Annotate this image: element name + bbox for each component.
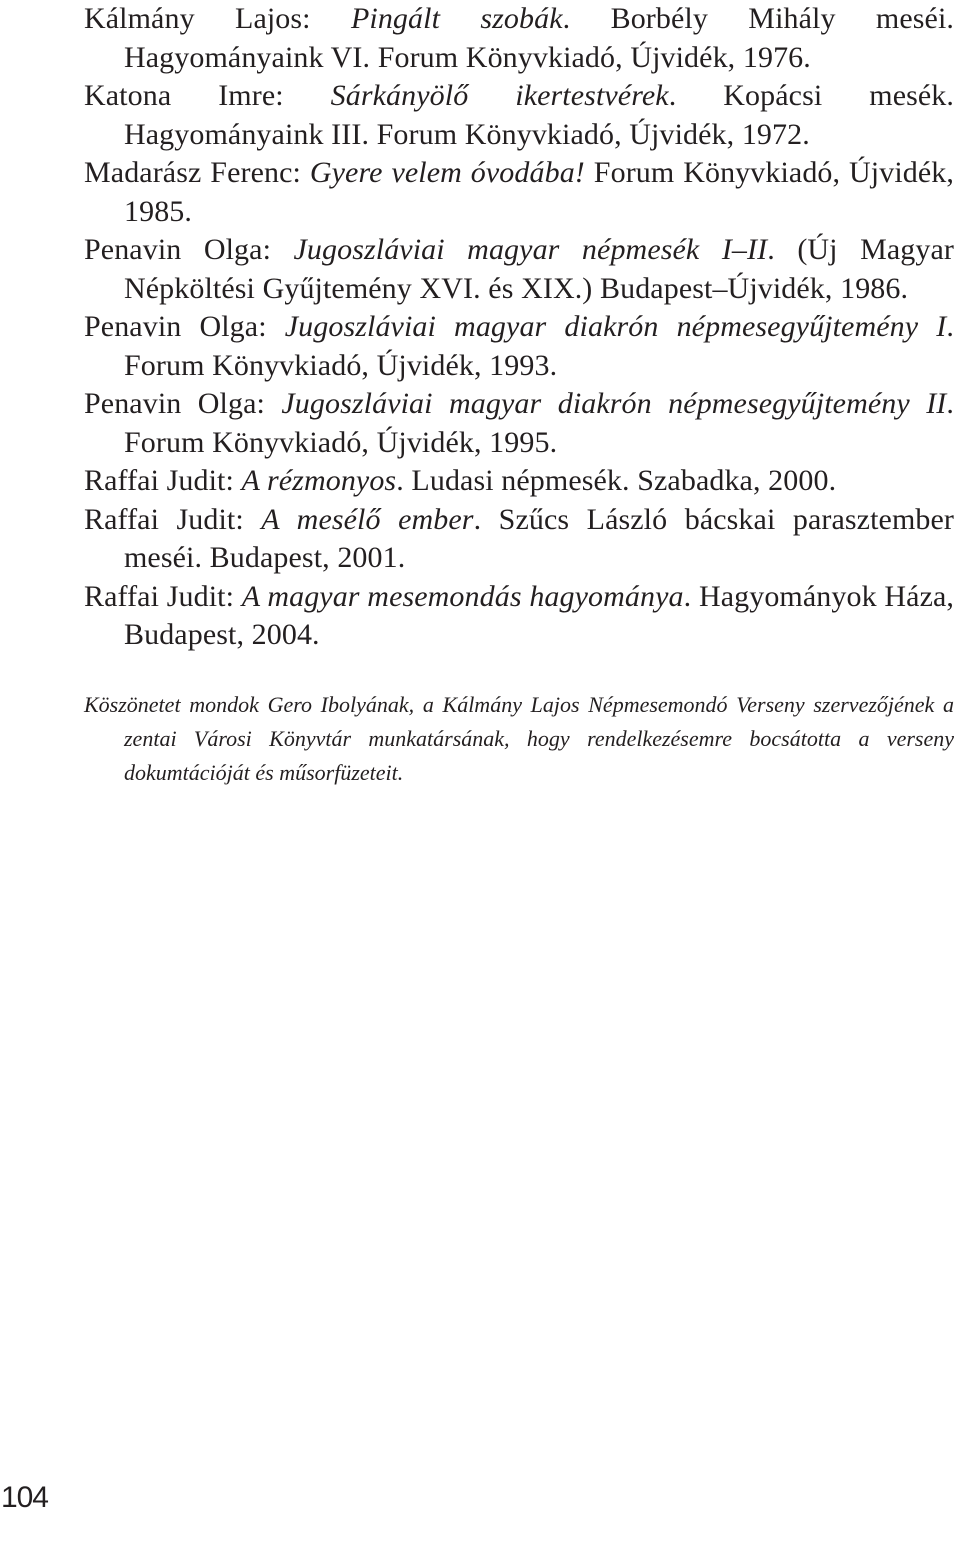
- bibliography-entry: [84, 578, 954, 655]
- bibliography-entry: [84, 77, 954, 154]
- entry-title: A mesélő ember: [261, 502, 474, 536]
- bibliography-entry: [84, 385, 954, 462]
- entry-author: Raffai Judit:: [84, 502, 262, 536]
- entry-title: A rézmonyos: [241, 464, 397, 497]
- entry-title: Jugoszláviai magyar diakrón népmesegyűjtemény I: [284, 310, 947, 343]
- entry-publication: . Forum Könyvkiadó, Újvidék, 1995.: [124, 387, 954, 459]
- entry-author: Penavin Olga:: [84, 387, 282, 420]
- entry-publication: . Ludasi népmesék. Szabadka, 2000.: [396, 464, 837, 497]
- entry-publication: . Kopácsi mesék. Hagyományaink III. Forum Könyvkiadó, Újvidék, 1972.: [124, 79, 954, 151]
- entry-author: Penavin Olga:: [84, 310, 285, 343]
- bibliography-entry: [84, 231, 954, 308]
- page-number: 104: [0, 1481, 48, 1514]
- entry-author: Katona Imre:: [84, 79, 331, 112]
- bibliography-entry: [84, 308, 954, 385]
- entry-publication: . Forum Könyvkiadó, Újvidék, 1993.: [124, 310, 954, 382]
- bibliography-entry: [84, 501, 954, 578]
- entry-author: Raffai Judit:: [84, 579, 242, 613]
- entry-author: Madarász Ferenc:: [84, 156, 310, 189]
- entry-title: Jugoszláviai magyar diakrón népmesegyűjtemény II: [281, 387, 947, 420]
- bibliography-entry: [84, 0, 954, 77]
- entry-author: Raffai Judit:: [84, 464, 242, 497]
- bibliography-list: [84, 0, 954, 655]
- entry-title: Pingált szobák: [350, 2, 563, 35]
- entry-publication: . Hagyományok Háza, Budapest, 2004.: [124, 579, 954, 651]
- entry-title: Jugoszláviai magyar népmesék I–II: [293, 233, 768, 266]
- entry-author: Kálmány Lajos:: [84, 2, 351, 35]
- entry-publication: . (Új Magyar Népköltési Gyűjtemény XVI. és XIX.) Budapest–Újvidék, 1986.: [124, 233, 954, 305]
- entry-publication: . Szűcs László bácskai parasztember meséi. Budapest, 2001.: [124, 502, 954, 574]
- entry-title: Sárkányölő ikertestvérek: [330, 79, 669, 112]
- entry-publication: . Borbély Mihály meséi. Hagyományaink VI. Forum Könyvkiadó, Újvidék, 1976.: [124, 2, 954, 74]
- entry-title: A magyar mesemondás hagyománya: [241, 579, 684, 613]
- entry-title: Gyere velem óvodába!: [309, 156, 585, 189]
- entry-author: Penavin Olga:: [84, 233, 294, 266]
- entry-publication: Forum Könyvkiadó, Újvidék, 1985.: [124, 156, 954, 228]
- bibliography-entry: [84, 154, 954, 231]
- acknowledgement-note: Köszönetet mondok Gero Ibolyának, a Kálmány Lajos Népmesemondó Verseny szervezőjének a zentai Városi Könyvtár munkatársának, hogy rendelkezésemre bocsátotta a verseny dokumtációját és műsorfüzeteit.: [84, 692, 954, 785]
- bibliography-entry: [84, 462, 954, 501]
